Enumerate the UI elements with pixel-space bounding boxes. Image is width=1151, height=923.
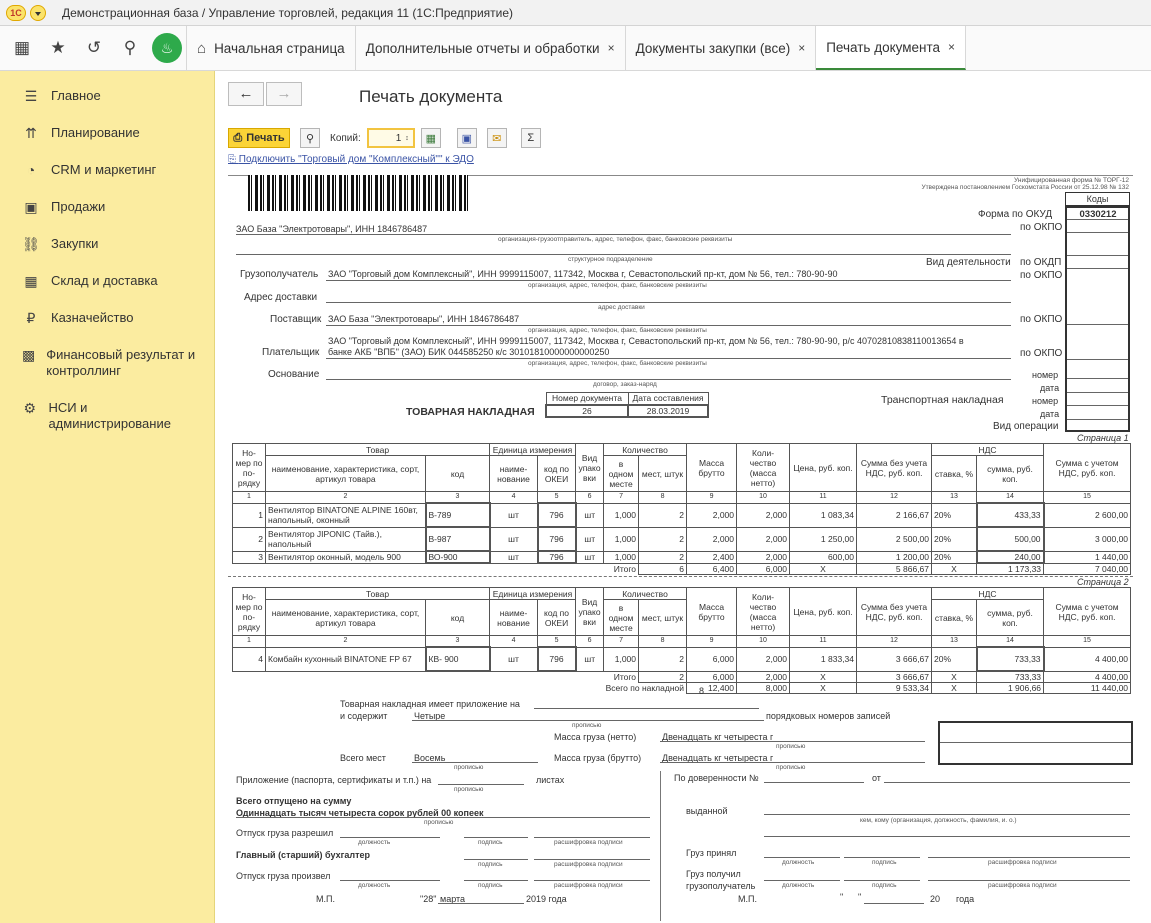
history-icon[interactable]: ↺	[86, 38, 102, 57]
document-spreadsheet: Унифицированная форма № ТОРГ-12 Утверждена постановлением Госкомстата России от 25.12.98 № 132 Коды 0330212 Форма по ОКУД по ОКПО Вид деятельности по ОКДП по ОКПО по ОКПО по ОКПО номер дата номер дата Транспортная накладная Вид операции ЗАО База "Электротовары", ИНН 1846786487 организация-грузоотправитель, адрес, телефон, факс, банковские реквизиты структурное подразделение Грузополучатель ЗАО "Торговый дом Комплексный", ИНН 9999115007, 117342, Москва г, Севастопольский пр-кт, дом № 56, тел.: 780-90-90 организация, адрес, телефон, факс, банковские реквизиты Адрес доставки адрес доставки Поставщик ЗАО База "Электротовары", ИНН 1846786487 организация, адрес, телефон, факс, банковские реквизиты ЗАО "Торговый дом Комплексный", ИНН 9999115007, 117342, Москва г, Севастопольский пр-кт, дом № 56, тел.: 780-90-90, р/с 40702810838110013654 в Плательщик банке АКБ "ВПБ" (ЗАО) БИК 044585250 к/с 30101810000000000250 организация, адрес, телефон, факс, банковские реквизиты Основание договор, заказ-наряд Номер документа Дата составления 26 28.03.2019 ТОВАРНАЯ НАКЛАДНАЯ Страница 1 Но-мер по по-рядку Товар Единица измерения Вид упако вки Количество Масса брутто Коли-чество (масса нетто) Цена, руб. коп. Сумма без учета НДС, руб. коп. НДС Сумма с учетом НДС, руб. коп. наименование, характеристика, сорт, артикул товара код наиме-нование код по ОКЕИ в одном месте мест, штук ставка, % сумма, руб. коп. 1 2 3 4 5 6 7 8 9 10 11 12 13 14 15 1 Вентилятор BINATONE ALPINE 160вт, напольный, оконный В-789 шт 796 шт 1,000 2 2,000 2,000 1 083,34 2 166,67 20% 433,33 2 600,00 2 Вентилятор JIPONIC (Тайв.), напольный В-987 шт 796 шт 1,000 2 2,000 2,000 1 250,00 2 500,00 20% 500,00 3 000,00 3 Вентилятор оконный, модель 900 ВО-900 шт 796 шт 1,000 2 2,400 2,000 600,00 1 200,00 20% 240,00 1 440,00 Итого 6 6,400 6,000 X 5 866,67 X 1 173,33 7 040,00 Страница 2 Но-мер по по-рядку Товар Единица измерения Вид упако вки Количество Масса брутто Коли-чество (масса нетто) Цена, руб. коп. Сумма без учета НДС, руб. коп. НДС Сумма с учетом НДС, руб. коп. наименование, характеристика, сорт, артикул товара код наиме-нование код по ОКЕИ в одном месте мест, штук ставка, % сумма, руб. коп. 1 2 3 4 5 6 7 8 9 10 11 12 13 14 15 4 Комбайн кухонный BINATONE FP 67 КВ- 900 шт 796 шт 1,000 2 6,000 2,000 1 833,34 3 666,67 20% 733,33 4 400,00 Итого 2 6,000 2,000 X 3 666,67 X 733,33 4 400,00 Всего по накладной 12,400 8,000 X 9 533,34 X 1 906,66 11 440,00 8 Товарная накладная имеет приложение на и содержит Четыре порядковых номеров записей прописью Масса груза (нетто) Двенадцать кг четыреста г прописью Всего мест Восемь прописью Масса груза (брутто) Двенадцать кг четыреста г прописью Приложение (паспорта, сертификаты и т.п.) на листах прописью Всего отпущено на сумму Одиннадцать тысяч четыреста сорок рублей 00 копеек прописью Отпуск груза разрешил должность подпись расшифровка подписи Главный (старший) бухгалтер подпись расшифровка подписи Отпуск груза произвел должность подпись расшифровка подписи М.П. "28" марта 2019 года По доверенности № от выданной кем, кому (организация, должность, фамилия, и. о.) Груз принял должность подпись расшифровка подписи Груз получил грузополучатель должность подпись расшифровка подписи М.П. " " 20 года	[228, 171, 1143, 923]
grand-total-row: Всего по накладной 12,400 8,000 X 9 533,34 X 1 906,66 11 440,00	[233, 683, 1131, 694]
tab-purchase-docs[interactable]: Документы закупки (все) ×	[626, 26, 817, 70]
tab-print-document[interactable]: Печать документа ×	[816, 26, 966, 70]
barcode	[248, 175, 468, 211]
bag-icon: ▣	[24, 199, 38, 215]
forward-button[interactable]: →	[266, 82, 302, 106]
sidebar-item-financial[interactable]: ▩ Финансовый результат и контроллинг	[22, 347, 196, 378]
table-row: 3 Вентилятор оконный, модель 900 ВО-900 шт 796 шт 1,000 2 2,400 2,000 600,00 1 200,00 20% 240,00 1 440,00	[233, 551, 1131, 563]
sum-button[interactable]	[521, 128, 541, 148]
page-title: Печать документа	[359, 87, 503, 106]
back-button[interactable]: ←	[228, 82, 264, 106]
form-note: Унифицированная форма № ТОРГ-12	[1014, 177, 1129, 184]
main-area	[216, 71, 1151, 923]
printer-icon: ⎙	[233, 131, 243, 144]
preview-icon: ⚲	[305, 132, 315, 145]
table-row: 2 Вентилятор JIPONIC (Тайв.), напольный В-987 шт 796 шт 1,000 2 2,000 2,000 1 250,00 2 500,00 20% 500,00 3 000,00	[233, 527, 1131, 551]
totals-row: Итого 6 6,400 6,000 X 5 866,67 X 1 173,33 7 040,00	[233, 563, 1131, 575]
pie-icon: ◔	[26, 162, 36, 178]
copies-label: Копий:	[330, 132, 361, 144]
menu-icon: ☰	[24, 88, 38, 104]
preview-button[interactable]	[300, 128, 320, 148]
apps-grid-icon[interactable]: ▦	[13, 38, 31, 57]
sidebar-item-purchases[interactable]: ⛓ Закупки	[22, 236, 99, 252]
doc-number-table: Номер документа Дата составления 26 28.03.2019	[545, 392, 709, 418]
table-row: 4 Комбайн кухонный BINATONE FP 67 КВ- 900 шт 796 шт 1,000 2 6,000 2,000 1 833,34 3 666,67 20% 733,33 4 400,00	[233, 647, 1131, 671]
table-row: 1 Вентилятор BINATONE ALPINE 160вт, напольный, оконный В-789 шт 796 шт 1,000 2 2,000 2,000 1 083,34 2 166,67 20% 433,33 2 600,00	[233, 503, 1131, 527]
close-icon[interactable]: ×	[607, 41, 615, 55]
app-logo-icon: 1С	[6, 5, 26, 21]
ruble-icon: ₽	[26, 310, 36, 326]
top-bar	[0, 26, 1151, 71]
gear-icon: ⚙	[23, 400, 36, 416]
print-button[interactable]: ⎙ Печать	[228, 128, 290, 148]
consignee: ЗАО "Торговый дом Комплексный", ИНН 9999115007, 117342, Москва г, Севастопольский пр-кт, дом № 56, тел.: 780-90-90	[328, 269, 838, 279]
notifications-bell-icon[interactable]: ♨	[152, 33, 182, 63]
spin-icon[interactable]: ↕	[405, 134, 409, 142]
codes-column	[1065, 206, 1130, 432]
sender: ЗАО База "Электротовары", ИНН 1846786487	[236, 224, 428, 234]
codes-header: Коды	[1065, 192, 1130, 206]
sidebar	[0, 71, 215, 923]
goods-table-page2: Но-мер по по-рядку Товар Единица измерения Вид упако вки Количество Масса брутто Коли-чество (масса нетто) Цена, руб. коп. Сумма без учета НДС, руб. коп. НДС Сумма с учетом НДС, руб. коп. наименование, характеристика, сорт, артикул товара код наиме-нование код по ОКЕИ в одном месте мест, штук ставка, % сумма, руб. коп. 1 2 3 4 5 6 7 8 9 10 11 12 13 14 15 4 Комбайн кухонный BINATONE FP 67 КВ- 900 шт 796 шт 1,000 2 6,000 2,000 1 833,34 3 666,67 20% 733,33 4 400,00 Итого 2 6,000 2,000 X 3 666,67 X 733,33 4 400,00 Всего по накладной 12,400 8,000 X 9 533,34 X 1 906,66 11 440,00	[232, 587, 1131, 694]
supplier: ЗАО База "Электротовары", ИНН 1846786487	[328, 314, 520, 324]
save-icon: ▣	[461, 132, 472, 145]
sidebar-item-crm[interactable]: ◔ CRM и маркетинг	[0, 153, 214, 187]
close-icon[interactable]: ×	[948, 40, 956, 54]
goods-table-page1: Но-мер по по-рядку Товар Единица измерения Вид упако вки Количество Масса брутто Коли-чество (масса нетто) Цена, руб. коп. Сумма без учета НДС, руб. коп. НДС Сумма с учетом НДС, руб. коп. наименование, характеристика, сорт, артикул товара код наиме-нование код по ОКЕИ в одном месте мест, штук ставка, % сумма, руб. коп. 1 2 3 4 5 6 7 8 9 10 11 12 13 14 15 1 Вентилятор BINATONE ALPINE 160вт, напольный, оконный В-789 шт 796 шт 1,000 2 2,000 2,000 1 083,34 2 166,67 20% 433,33 2 600,00 2 Вентилятор JIPONIC (Тайв.), напольный В-987 шт 796 шт 1,000 2 2,000 2,000 1 250,00 2 500,00 20% 500,00 3 000,00 3 Вентилятор оконный, модель 900 ВО-900 шт 796 шт 1,000 2 2,400 2,000 600,00 1 200,00 20% 240,00 1 440,00 Итого 6 6,400 6,000 X 5 866,67 X 1 173,33 7 040,00	[232, 443, 1131, 575]
payer: ЗАО "Торговый дом Комплексный", ИНН 9999115007, 117342, Москва г, Севастопольский пр-кт, дом № 56, тел.: 780-90-90, р/с 40702810838110013654 в	[328, 336, 964, 346]
okud-code: 0330212	[1079, 209, 1117, 220]
print-toolbar	[228, 127, 551, 149]
close-icon[interactable]: ×	[798, 41, 806, 55]
sidebar-item-treasury[interactable]: ₽ Казначейство	[0, 301, 214, 335]
main-menu-button[interactable]	[30, 5, 46, 21]
home-icon: ⌂	[197, 39, 207, 57]
sidebar-item-nsi[interactable]: ⚙ НСИ и администрирование	[23, 400, 171, 431]
settings-button[interactable]	[421, 128, 441, 148]
mass-box	[938, 721, 1133, 765]
link-icon: ⎘	[228, 154, 239, 165]
planning-icon: ⇈	[25, 125, 37, 141]
copies-input[interactable]: 1 ↕	[367, 128, 415, 148]
totals-row: Итого 2 6,000 2,000 X 3 666,67 X 733,33 4 400,00	[233, 671, 1131, 683]
grid-icon: ▦	[24, 273, 38, 289]
search-icon[interactable]: ⚲	[123, 38, 137, 57]
tab-reports[interactable]: Дополнительные отчеты и обработки ×	[356, 26, 626, 70]
sigma-icon: Σ	[527, 132, 535, 144]
form-note: Утверждена постановлением Госкомстата России от 25.12.98 № 132	[921, 184, 1129, 191]
sidebar-item-main[interactable]: ☰ Главное	[0, 79, 214, 113]
tab-home[interactable]: ⌂ Начальная страница	[186, 26, 356, 70]
edo-connect-link[interactable]: ⎘ Подключить "Торговый дом "Комплексный"" к ЭДО	[228, 154, 474, 165]
doc-title: ТОВАРНАЯ НАКЛАДНАЯ	[406, 406, 535, 418]
save-button[interactable]	[457, 128, 477, 148]
window-title: Демонстрационная база / Управление торговлей, редакция 11 (1С:Предприятие)	[62, 5, 514, 20]
bar-chart-icon: ▩	[22, 347, 36, 363]
email-icon: ✉	[492, 132, 502, 145]
cart-icon: ⛓	[22, 236, 40, 252]
sidebar-item-planning[interactable]: ⇈ Планирование	[0, 116, 214, 150]
email-button[interactable]	[487, 128, 507, 148]
settings-icon: ▦	[425, 132, 436, 145]
favorites-star-icon[interactable]: ★	[50, 38, 66, 57]
title-bar	[0, 0, 1151, 26]
sidebar-item-warehouse[interactable]: ▦ Склад и доставка	[0, 264, 214, 298]
sidebar-item-sales[interactable]: ▣ Продажи	[0, 190, 214, 224]
